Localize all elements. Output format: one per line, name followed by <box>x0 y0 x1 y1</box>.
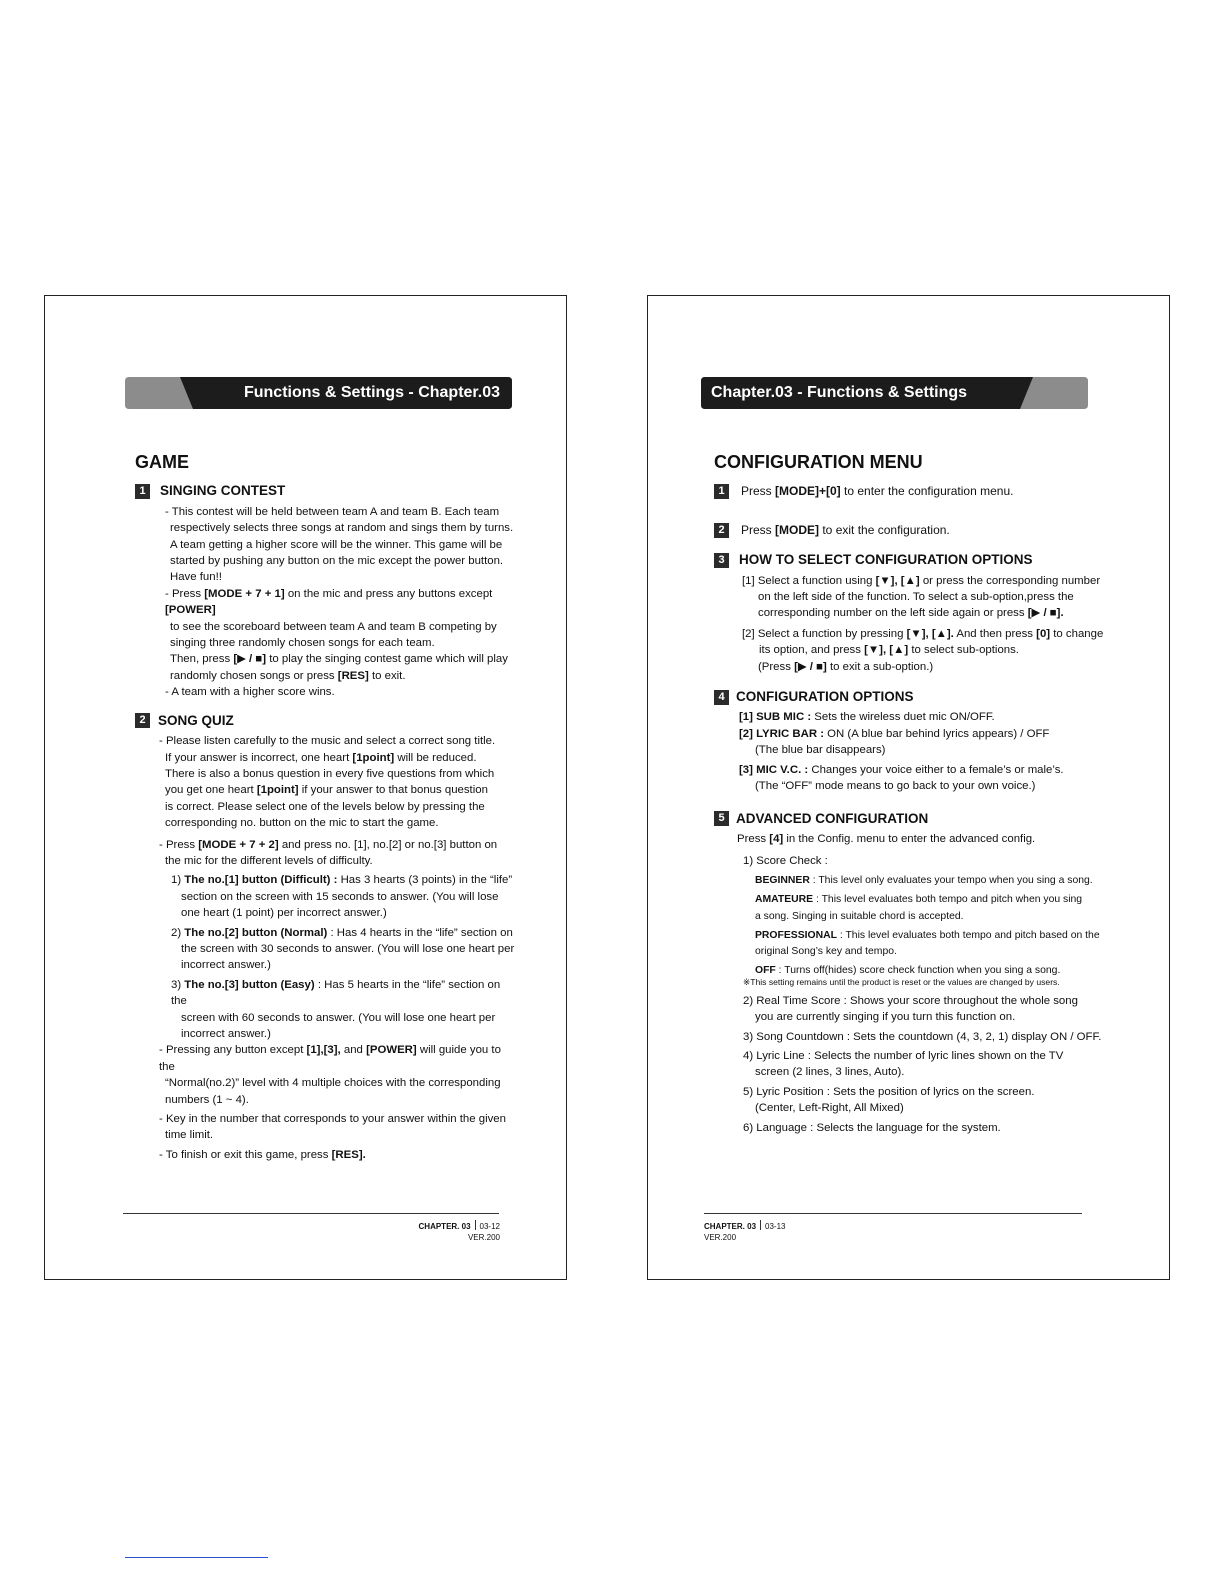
step-number: 1 <box>714 484 729 499</box>
text: on the mic and press any buttons except <box>284 587 493 600</box>
list-item <box>159 925 517 941</box>
text-line: Have fun!! <box>170 571 222 584</box>
text-line: 3) Song Countdown : Sets the countdown (4, 3, 2, 1) display ON / OFF. <box>743 1030 1102 1043</box>
text: [1] Select a function using <box>742 574 876 587</box>
section-title: HOW TO SELECT CONFIGURATION OPTIONS <box>739 552 1033 568</box>
link-underline[interactable] <box>125 1557 268 1558</box>
key-combo: [MODE + 7 + 1] <box>204 587 285 600</box>
text-line: 6) Language : Selects the language for the system. <box>743 1121 1001 1134</box>
text: If your answer is incorrect, one heart <box>165 751 353 764</box>
text-line: the mic for the different levels of difficulty. <box>165 854 373 867</box>
text-line <box>742 659 1104 675</box>
chapter-banner <box>125 377 512 409</box>
text-line: “Normal(no.2)” level with 4 multiple choices with the corresponding <box>165 1077 501 1090</box>
text: and <box>340 1044 367 1057</box>
section-title: ADVANCED CONFIGURATION <box>736 810 929 826</box>
page-number: 03-13 <box>765 1222 786 1231</box>
footer-chapter: CHAPTER. 03 <box>704 1222 757 1231</box>
section-body <box>714 831 1104 1136</box>
key-name: [1],[3], <box>306 1044 341 1057</box>
text: to change <box>1050 627 1104 640</box>
text: [2] Select a function by pressing <box>742 627 907 640</box>
page-title: CONFIGURATION MENU <box>714 452 923 472</box>
text: : Has 5 hearts in the “life” section on the <box>171 978 501 1008</box>
text-line: A team getting a higher score will be the winner. This game will be <box>170 538 503 551</box>
key-name: [▶ / ■] <box>794 660 827 673</box>
section-body <box>135 733 517 1163</box>
text: : Has 4 hearts in the “life” section on <box>327 926 513 939</box>
text: and press no. [1], no.[2] or no.[3] button on <box>278 838 498 851</box>
footer-separator <box>475 1220 476 1230</box>
chapter-banner <box>701 377 1088 409</box>
version-label: VER.200 <box>704 1233 737 1242</box>
text: Press <box>741 522 776 537</box>
key-name: [4] <box>769 832 784 845</box>
footer-divider <box>123 1213 499 1214</box>
text-line: There is also a bonus question in every five questions from which <box>165 767 495 780</box>
page-content <box>714 454 1104 1136</box>
text: corresponding number on the left side again or press <box>758 607 1028 620</box>
text: if your answer to that bonus question <box>298 784 488 797</box>
text-line: respectively selects three songs at random and sings them by turns. <box>170 522 514 535</box>
text: - To finish or exit this game, press <box>159 1148 332 1161</box>
text-line <box>159 782 517 798</box>
option-name: [2] LYRIC BAR : <box>739 727 825 740</box>
section-title: SINGING CONTEST <box>160 483 286 499</box>
text-line <box>739 762 1104 778</box>
text: : This level only evaluates your tempo when you sing a song. <box>809 874 1093 886</box>
text-line: started by pushing any button on the mic except the power button. <box>170 555 504 568</box>
section-title: SONG QUIZ <box>158 712 234 728</box>
text-line: - Please listen carefully to the music and select a correct song title. <box>159 735 496 748</box>
text: to exit. <box>368 669 406 682</box>
text: Changes your voice either to a female’s or male’s. <box>808 763 1064 776</box>
section-heading <box>135 483 517 499</box>
text-line <box>165 651 517 667</box>
section-number: 3 <box>714 553 729 568</box>
key-name: [POWER] <box>165 604 216 617</box>
section-number: 4 <box>714 690 729 705</box>
text: 1) <box>171 874 185 887</box>
text-line <box>739 726 1104 742</box>
text-line: (Center, Left-Right, All Mixed) <box>755 1102 904 1115</box>
text: - Press <box>165 587 205 600</box>
section-heading <box>714 811 1104 827</box>
section-heading <box>714 689 1104 705</box>
level-name: The no.[1] button (Difficult) : <box>184 874 338 887</box>
points-label: [1point] <box>256 784 299 797</box>
text-line: incorrect answer.) <box>181 1028 271 1040</box>
text-line: (The “OFF” mode means to go back to your own voice.) <box>755 780 1036 793</box>
text-line: numbers (1 ~ 4). <box>165 1093 249 1106</box>
text-line: (The blue bar disappears) <box>755 744 886 757</box>
text: 3) <box>171 978 185 991</box>
text: And then press <box>953 627 1037 640</box>
key-name: [POWER] <box>366 1044 417 1057</box>
section-heading <box>135 713 517 729</box>
text-line: - Key in the number that corresponds to your answer within the given <box>159 1113 506 1126</box>
level-name: The no.[3] button (Easy) <box>184 978 315 991</box>
section-body <box>714 709 1104 794</box>
text-line: screen with 60 seconds to answer. (You will lose one heart per <box>181 1011 496 1024</box>
version-label: VER.200 <box>467 1233 500 1242</box>
text: Press <box>741 484 776 499</box>
key-name: [RES] <box>337 669 369 682</box>
step-text <box>741 483 1013 499</box>
text: to enter the configuration menu. <box>840 484 1014 499</box>
text: - Press <box>159 838 199 851</box>
text-line: is correct. Please select one of the levels below by pressing the <box>165 800 485 813</box>
text: Press <box>737 832 770 845</box>
list-item <box>159 977 517 1010</box>
text: randomly chosen songs or press <box>170 669 338 682</box>
section-number: 2 <box>135 713 150 728</box>
text-line <box>159 1147 517 1163</box>
step-text <box>741 522 950 538</box>
text-line: corresponding no. button on the mic to start the game. <box>165 817 439 830</box>
text-line: the screen with 30 seconds to answer. (You will lose one heart per <box>181 942 515 955</box>
text-line: original Song’s key and tempo. <box>755 946 897 958</box>
page-footer <box>704 1220 785 1243</box>
text: Sets the wireless duet mic ON/OFF. <box>811 711 995 724</box>
text: to exit a sub-option.) <box>826 660 934 673</box>
text-line <box>739 709 1104 725</box>
text-line <box>742 642 1104 658</box>
step-number: 2 <box>714 523 729 538</box>
text-line: to see the scoreboard between team A and team B competing by <box>170 620 497 633</box>
text: in the Config. menu to enter the advanced config. <box>783 832 1036 845</box>
section-heading <box>714 552 1104 568</box>
text-line: time limit. <box>165 1129 214 1142</box>
text-line <box>737 928 1104 944</box>
text: you get one heart <box>165 784 257 797</box>
text-line: 2) Real Time Score : Shows your score throughout the whole song <box>743 994 1078 1007</box>
text: ON (A blue bar behind lyrics appears) / OFF <box>824 727 1050 740</box>
text-line: - A team with a higher score wins. <box>165 686 335 699</box>
text: its option, and press <box>759 644 865 657</box>
text-line <box>165 668 517 684</box>
option-name: [1] SUB MIC : <box>739 711 812 724</box>
text-line <box>165 586 517 619</box>
step-row <box>714 483 1104 499</box>
text-line <box>742 626 1104 642</box>
level-name: BEGINNER <box>755 874 810 886</box>
section-body <box>135 504 517 701</box>
text: to play the singing contest game which will play <box>266 653 508 666</box>
text-line: 5) Lyric Position : Sets the position of lyrics on the screen. <box>743 1085 1035 1098</box>
text: will guide you to the <box>159 1044 501 1073</box>
text: : Turns off(hides) score check function when you sing a song. <box>775 964 1061 976</box>
text-line: a song. Singing in suitable chord is accepted. <box>755 910 964 922</box>
page-content <box>135 454 517 1163</box>
banner-title: Functions & Settings - Chapter.03 <box>243 384 500 401</box>
text-line: screen (2 lines, 3 lines, Auto). <box>755 1066 905 1079</box>
text-line: incorrect answer.) <box>181 959 271 972</box>
section-title: CONFIGURATION OPTIONS <box>736 689 914 705</box>
key-name: [▼], [▲] <box>875 574 920 587</box>
text-line <box>159 750 517 766</box>
key-name: [▼], [▲]. <box>906 627 954 640</box>
key-combo: [MODE]+[0] <box>775 484 841 499</box>
footer-divider <box>704 1213 1082 1214</box>
text: : This level evaluates both tempo and pitch based on the <box>836 929 1100 941</box>
text: will be reduced. <box>394 751 477 764</box>
text: (Press <box>758 660 795 673</box>
key-name: [▼], [▲] <box>864 644 909 657</box>
text-line <box>737 831 1104 847</box>
manual-page-right <box>647 295 1170 1280</box>
text-line: one heart (1 point) per incorrect answer.) <box>181 907 387 920</box>
level-name: The no.[2] button (Normal) <box>184 926 328 939</box>
banner-title: Chapter.03 - Functions & Settings <box>711 384 968 401</box>
page-number: 03-12 <box>479 1222 500 1231</box>
text: Then, press <box>170 653 234 666</box>
page-title: GAME <box>135 452 189 472</box>
text: : This level evaluates both tempo and pitch when you sing <box>813 894 1083 906</box>
points-label: [1point] <box>352 751 395 764</box>
key-name: [MODE] <box>775 522 820 537</box>
text-line: singing three randomly chosen songs for each team. <box>170 637 435 650</box>
text-line <box>159 1042 517 1075</box>
manual-page-left <box>44 295 567 1280</box>
text-line: - This contest will be held between team A and team B. Each team <box>165 505 500 518</box>
section-body <box>714 573 1104 675</box>
list-item <box>159 872 517 888</box>
key-name: [RES]. <box>331 1148 366 1161</box>
section-number: 1 <box>135 484 150 499</box>
option-name: [3] MIC V.C. : <box>739 763 809 776</box>
key-name: [▶ / ■]. <box>1027 607 1064 620</box>
level-name: AMATEURE <box>755 894 814 906</box>
footnote: ※This setting remains until the product is reset or the values are changed by users. <box>743 976 1060 987</box>
page-footer <box>419 1220 500 1243</box>
text-line: 1) Score Check : <box>743 855 828 868</box>
key-name: [0] <box>1036 627 1051 640</box>
text: to exit the configuration. <box>819 522 950 537</box>
footer-separator <box>760 1220 761 1230</box>
text-line: 4) Lyric Line : Selects the number of lyric lines shown on the TV <box>743 1049 1064 1062</box>
text-line: you are currently singing if you turn this function on. <box>755 1011 1016 1024</box>
key-name: [▶ / ■] <box>233 653 267 666</box>
step-row <box>714 522 1104 538</box>
text: Has 3 hearts (3 points) in the “life” <box>337 874 513 887</box>
text-line <box>737 873 1104 889</box>
text: or press the corresponding number <box>919 574 1101 587</box>
text-line: section on the screen with 15 seconds to answer. (You will lose <box>181 890 499 903</box>
footer-chapter: CHAPTER. 03 <box>418 1222 471 1231</box>
text: - Pressing any button except <box>159 1044 307 1057</box>
text-line <box>159 837 517 853</box>
level-name: OFF <box>755 964 776 976</box>
text-line <box>737 964 1104 977</box>
text: 2) <box>171 926 185 939</box>
section-number: 5 <box>714 811 729 826</box>
text-line <box>742 573 1104 589</box>
text-line: on the left side of the function. To select a sub-option,press the <box>758 591 1074 604</box>
text-line <box>742 605 1104 621</box>
text-line <box>737 892 1104 908</box>
level-name: PROFESSIONAL <box>755 929 837 941</box>
key-combo: [MODE + 7 + 2] <box>198 838 279 851</box>
text: to select sub-options. <box>908 644 1019 657</box>
